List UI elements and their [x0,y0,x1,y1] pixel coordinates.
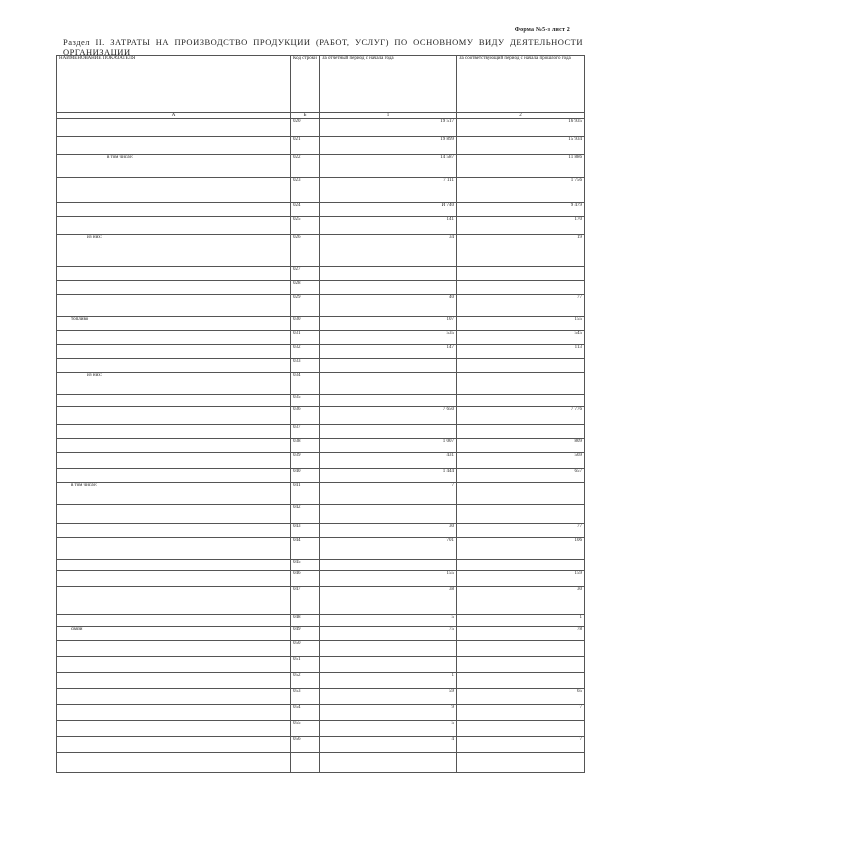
row-current-value: 9 [320,705,457,721]
row-code: 025 [291,217,320,235]
table-row [57,407,585,425]
table-row [57,705,585,721]
row-current-value: 1 444 [320,469,457,483]
row-current-value [320,359,457,373]
row-current-value: 1 007 [320,439,457,453]
row-current-value: 147 [320,345,457,359]
row-previous-value [457,395,585,407]
table-row [57,737,585,753]
table-row [57,689,585,705]
row-name [57,359,291,373]
table-row [57,753,585,773]
row-name [57,524,291,538]
row-code: 055 [291,721,320,737]
row-name [57,295,291,317]
row-code: 038 [291,439,320,453]
column-letter: А [57,113,291,119]
table-row [57,155,585,178]
table-row [57,235,585,267]
row-current-value [320,657,457,673]
row-code: 039 [291,453,320,469]
table-row [57,395,585,407]
row-name [57,203,291,217]
table-row [57,295,585,317]
form-number: Форма №5-з лист 2 [514,27,570,33]
row-code: 037 [291,425,320,439]
section-title-line1: Раздел II. ЗАТРАТЫ НА ПРОИЗВОДСТВО ПРОДУКЦИИ (РАБОТ, УСЛУГ) ПО ОСНОВНОМУ ВИДУ ДЕЯТЕЛЬНОСТИ [63,37,583,47]
row-previous-value: 9 479 [457,203,585,217]
row-name [57,119,291,137]
row-current-value [320,425,457,439]
row-current-value: 7 [320,483,457,505]
row-current-value: 34 [320,235,457,267]
header-name: НАИМЕНОВАНИЕ ПОКАЗАТЕЛЯ [57,56,291,113]
row-previous-value: 170 [457,217,585,235]
row-code: 026 [291,235,320,267]
row-code: 034 [291,373,320,395]
row-current-value: 107 [320,317,457,331]
row-previous-value: 7 [457,737,585,753]
row-current-value [320,373,457,395]
row-name [57,453,291,469]
table-row [57,267,585,281]
row-name [57,673,291,689]
table-row [57,587,585,615]
row-name [57,721,291,737]
row-code: 035 [291,395,320,407]
row-name: связи [57,627,291,641]
section-title-line2: ОРГАНИЗАЦИИ [63,47,131,57]
row-name [57,281,291,295]
row-previous-value [457,560,585,571]
table-row [57,359,585,373]
row-previous-value [457,359,585,373]
row-code: 040 [291,469,320,483]
row-code: 022 [291,155,320,178]
row-current-value [320,281,457,295]
table-row [57,571,585,587]
row-name [57,615,291,627]
row-current-value [320,753,457,773]
table-row [57,331,585,345]
table-row [57,615,585,627]
row-previous-value: 11 886 [457,155,585,178]
row-previous-value: 569 [457,453,585,469]
section-title [63,37,583,57]
row-current-value: 75 [320,627,457,641]
row-name [57,560,291,571]
row-code: 028 [291,281,320,295]
row-code: 036 [291,407,320,425]
row-code: 053 [291,689,320,705]
row-current-value: 38 [320,587,457,615]
table-row [57,483,585,505]
row-name: топливо [57,317,291,331]
header-code: Код строки [291,56,320,113]
table-row [57,469,585,483]
row-previous-value [457,721,585,737]
row-code: 032 [291,345,320,359]
table-row [57,425,585,439]
table-row [57,524,585,538]
row-code: 029 [291,295,320,317]
header-current: За отчетный период с начала года [320,56,457,113]
row-name: из них: [57,235,291,267]
table-row [57,439,585,453]
row-previous-value: 1 756 [457,178,585,203]
row-code [291,753,320,773]
row-current-value [320,641,457,657]
row-name [57,137,291,155]
table-row [57,281,585,295]
row-previous-value [457,267,585,281]
row-code: 046 [291,571,320,587]
row-name [57,439,291,453]
cost-table [56,55,585,773]
row-code: 033 [291,359,320,373]
row-code: 051 [291,657,320,673]
row-previous-value [457,657,585,673]
row-current-value [320,560,457,571]
row-code: 050 [291,641,320,657]
row-previous-value [457,483,585,505]
row-name [57,689,291,705]
row-current-value: 1 [320,673,457,689]
row-previous-value: 16 935 [457,119,585,137]
row-current-value: 59 [320,689,457,705]
row-current-value: 155 [320,571,457,587]
row-previous-value: 809 [457,439,585,453]
row-name: из них: [57,373,291,395]
row-previous-value: 7 [457,705,585,721]
row-name [57,587,291,615]
row-name [57,641,291,657]
row-current-value: 7 650 [320,407,457,425]
row-current-value: 19 899 [320,137,457,155]
row-previous-value: 78 [457,627,585,641]
table-row [57,317,585,331]
row-previous-value [457,373,585,395]
table-row [57,673,585,689]
row-previous-value: 15 934 [457,137,585,155]
row-current-value: 141 [320,217,457,235]
table-row [57,217,585,235]
row-name: в том числе: [57,155,291,178]
table-row [57,721,585,737]
row-previous-value: 77 [457,524,585,538]
table-row [57,178,585,203]
table-row [57,641,585,657]
row-current-value: 40 [320,295,457,317]
table-row [57,453,585,469]
row-code: 024 [291,203,320,217]
row-previous-value [457,425,585,439]
row-name [57,737,291,753]
row-previous-value [457,505,585,524]
row-code: 056 [291,737,320,753]
row-current-value: 30 [320,524,457,538]
row-name [57,395,291,407]
row-code: 031 [291,331,320,345]
row-name [57,267,291,281]
row-name [57,705,291,721]
table-row [57,203,585,217]
row-name [57,331,291,345]
row-previous-value [457,641,585,657]
row-current-value: 19 517 [320,119,457,137]
table-row [57,538,585,560]
row-previous-value: 1 [457,615,585,627]
row-code: 045 [291,560,320,571]
table-row [57,657,585,673]
row-current-value: 14 587 [320,155,457,178]
row-previous-value: 30 [457,587,585,615]
row-name [57,425,291,439]
row-previous-value: 155 [457,317,585,331]
table-row [57,627,585,641]
row-name [57,753,291,773]
column-letter: Б [291,113,320,119]
row-name [57,217,291,235]
row-code: 049 [291,627,320,641]
table-row [57,560,585,571]
row-code: 041 [291,483,320,505]
row-previous-value: 657 [457,469,585,483]
row-name: в том числе: [57,483,291,505]
row-current-value: И 740 [320,203,457,217]
row-current-value: 5 [320,721,457,737]
header-previous: За соответствующий период с начала прошлого года [457,56,585,113]
header-row [57,56,585,113]
row-current-value: 5 [320,615,457,627]
row-current-value: 431 [320,453,457,469]
row-current-value: 535 [320,331,457,345]
row-current-value [320,267,457,281]
row-name [57,571,291,587]
row-previous-value: 113 [457,345,585,359]
row-code: 020 [291,119,320,137]
row-name [57,178,291,203]
table-row [57,373,585,395]
row-previous-value: 7 776 [457,407,585,425]
table-body [57,119,585,773]
row-code: 054 [291,705,320,721]
row-previous-value: 19 [457,235,585,267]
row-name [57,538,291,560]
table-row [57,505,585,524]
row-current-value: 4 [320,737,457,753]
row-name [57,469,291,483]
table-row [57,119,585,137]
row-code: 027 [291,267,320,281]
row-previous-value [457,753,585,773]
row-previous-value: 65 [457,689,585,705]
row-name [57,505,291,524]
row-previous-value: 159 [457,571,585,587]
row-previous-value: 106 [457,538,585,560]
column-letter: 1 [320,113,457,119]
row-code: 030 [291,317,320,331]
column-letter: 2 [457,113,585,119]
row-name [57,407,291,425]
row-code: 044 [291,538,320,560]
row-code: 043 [291,524,320,538]
row-previous-value: 77 [457,295,585,317]
row-code: 023 [291,178,320,203]
row-current-value: 7 111 [320,178,457,203]
row-previous-value [457,281,585,295]
row-code: 021 [291,137,320,155]
row-current-value [320,395,457,407]
row-current-value: 701 [320,538,457,560]
row-code: 052 [291,673,320,689]
row-code: 042 [291,505,320,524]
row-code: 048 [291,615,320,627]
row-name [57,345,291,359]
row-current-value [320,505,457,524]
row-previous-value [457,673,585,689]
table-row [57,137,585,155]
table-row [57,345,585,359]
row-previous-value: 545 [457,331,585,345]
row-code: 047 [291,587,320,615]
row-name [57,657,291,673]
